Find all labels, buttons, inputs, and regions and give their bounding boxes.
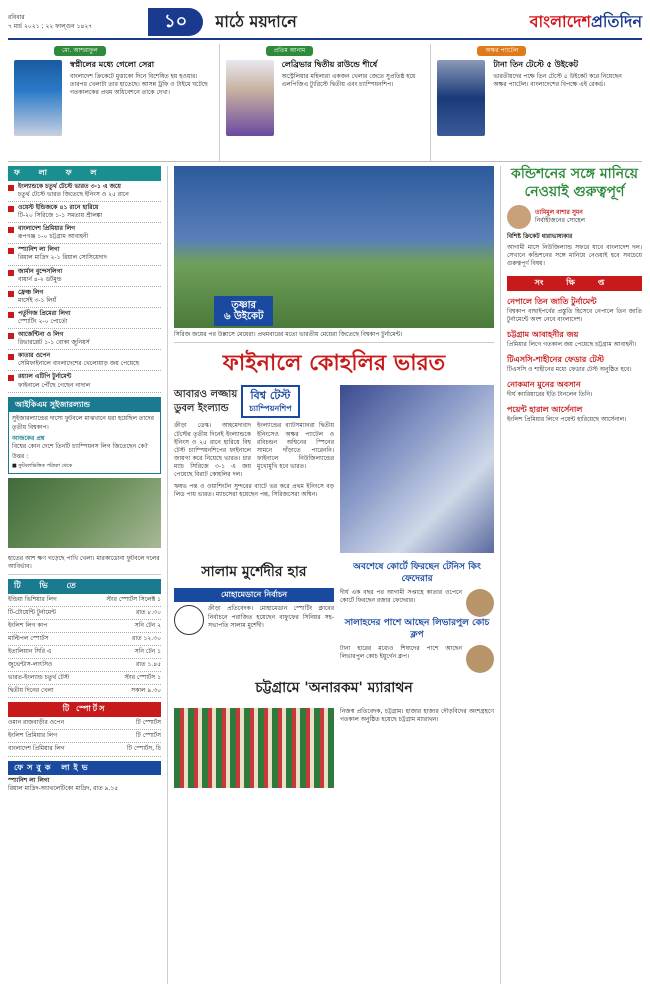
result-title: পর্তুগিজ প্রিমেরা লিগা: [18, 309, 71, 317]
wtc-label: [241, 385, 299, 419]
author-name: তামিমুল বাশার সুমন: [535, 208, 583, 216]
tv-row: [8, 620, 161, 633]
dek-line-2: ডুবল ইংল্যান্ড: [174, 402, 229, 414]
result-item: [8, 350, 161, 371]
sports-row: [8, 717, 161, 730]
author-role: নির্বাহীজনের সোহেল: [535, 217, 585, 224]
quiz-body: সুইজারল্যান্ডের দাসো ফুটবলে মাঝখানে ধরা হয়েছিল তাদের তৃতীয় বিশ্বকাপ।: [12, 415, 154, 431]
result-item: [8, 181, 161, 202]
dateline: [8, 13, 158, 31]
result-item: [8, 371, 161, 392]
brief-item: [507, 297, 642, 324]
tv-event: টি-টোয়েন্টি টুর্নামেন্ট: [8, 608, 56, 616]
result-item: [8, 287, 161, 308]
tv-event: মাল্টিপল স্পোর্টস: [8, 634, 49, 642]
result-line: রিয়াল মাদ্রিদ ২-১ রিয়াল সোসিয়েদাদ: [18, 254, 107, 262]
football-photo: [8, 478, 161, 548]
photo-caption: হাতের আশ ক্ষণ গড়েছে পাখি খেলা। মারকাডোনা ফুটবলে দলের আবির্ভাব।: [8, 552, 161, 575]
result-line: রিভারপ্লেট ১-১ বোকা জুনিয়র্স: [18, 339, 90, 347]
strip-body: অস্ট্রেলিয়ার মহিলারা একজন খেলার জেতে সুপ্রতিষ্ঠ হয়ে এলপিজিএ ট্যুরিস্টে দ্বিতীয় এবং চ্যাম্পিয়নশিপ।: [281, 72, 416, 88]
club-logo: [174, 605, 204, 635]
strip-tag: প্রতিম আনাম: [266, 46, 314, 56]
result-line: চতুর্থ টেস্টে ভারত জিতেছে ইনিংস ও ২৫ রানে: [18, 190, 129, 198]
sports-channel: টি স্পোর্টস: [135, 732, 161, 740]
results-list: [8, 181, 161, 393]
right-column: [500, 166, 642, 984]
brief-headline: চট্টগ্রাম আবাহনীর জয়: [507, 330, 579, 340]
date: ৭ মার্চ ২০২১ ; ২২ ফাল্গুন ১৪২৭: [8, 23, 93, 30]
tv-event: ভারত-ইংল্যান্ড চতুর্থ টেস্ট: [8, 674, 70, 682]
story-col: ইংল্যান্ডের ব্যাটসম্যানরা দ্বিতীয় ইনিংসেও অক্ষর প্যাটেল ও রবিচন্দ্রন অশ্বিনের স্পিনের সামনে দাঁড়াতে পারেননি। ফাইনালে নিউজিল্যান্ডের মুখোমুখি হবে ভারত।: [257, 422, 334, 470]
top-strip: [8, 44, 642, 162]
strip-item: [431, 44, 642, 161]
dek-line-1: আবারও লজ্জায়: [174, 389, 238, 401]
result-title: জার্মান বুন্দেসলিগা: [18, 267, 63, 275]
result-title: আর্জেন্টিনা ও লিগ: [18, 331, 64, 339]
result-title: বাংলাদেশ প্রিমিয়ার লিগ: [18, 225, 76, 233]
result-line: টি-২০ সিরিজে ১-১ সমতায় শ্রীলঙ্কা: [18, 212, 103, 220]
middle-column: [168, 166, 500, 984]
result-title: ওয়েস্ট ইন্ডিজকে ৪১ রানে হারিয়ে: [18, 203, 99, 211]
player-photo: [437, 60, 485, 136]
main-dek: [174, 388, 237, 415]
brief-headline: পয়েন্ট হারাল আর্সেনাল: [507, 404, 583, 414]
salam-body: ক্রীড়া প্রতিবেদক। মোহামেডান স্পোর্টিং ক্লাবের নির্বাচনে পরাজিত হয়েছেন বাফুফের সিনিয়র সহ-সভাপতি সালাম মুর্শেদী।: [208, 605, 334, 629]
strip-item: [220, 44, 432, 161]
sports-header: টি স্পোর্টস: [8, 702, 161, 717]
badge-line-1: তৃষ্ণার: [231, 300, 257, 311]
brief-body: বিশ্বকাপ বাছাইপর্বের প্রস্তুতি হিসেবে নেপালে তিন জাতি টুর্নামেন্টে অংশ নেবে বাংলাদেশ।: [507, 307, 642, 324]
briefs-list: [507, 297, 642, 424]
tv-channel: স্টার স্পোর্টস সিলেক্ট ১: [106, 595, 161, 603]
brief-item: [507, 380, 642, 399]
sports-channel: টি স্পোর্টস, চি: [127, 745, 161, 753]
strip-headline: লেব্রিভার দ্বিতীয় রাউন্ডে শীর্ষে: [281, 60, 378, 70]
quiz-label: আজকের প্রশ্ন: [12, 434, 45, 442]
strip-tag: মো. আশরাফুল: [54, 46, 106, 56]
author-sub: বিশিষ্ট ক্রিকেট ধারাভাষ্যকার: [507, 233, 573, 240]
result-item: [8, 223, 161, 244]
tv-event: ইংলিশ লিগ কাপ: [8, 621, 48, 629]
result-title: ফ্রেঞ্চ লিগ: [18, 288, 44, 296]
column-headline: কন্ডিশনের সঙ্গে মানিয়ে নেওয়াই গুরুত্বপূর্ণ: [511, 166, 638, 200]
federer-body: দীর্ঘ এক বছর পর আগামী সপ্তাহে কাতার ওপেনে কোর্টে ফিরছেন রজার ফেদেরার।: [340, 589, 462, 605]
strip-tag: অক্ষর প্যাটেল: [477, 46, 526, 56]
main-headline: ফাইনালে কোহলির ভারত: [222, 351, 446, 377]
tv-row: [8, 685, 161, 698]
result-item: [8, 266, 161, 287]
brief-headline: নোকমান মুনের অবসান: [507, 379, 581, 389]
tv-row: [8, 672, 161, 685]
sports-event: ওমান রাজবাড়ীর ওপেন: [8, 719, 65, 727]
result-line: সেমিফাইনালে বাংলাদেশের খেলোয়াড় জয় পেয়েছে: [18, 360, 140, 368]
brief-headline: নেপালে তিন জাতি টুর্নামেন্ট: [507, 297, 597, 307]
result-item: [8, 244, 161, 265]
page-body: [8, 166, 642, 984]
wtc-line-2: চ্যাম্পিয়নশিপ: [249, 403, 292, 413]
strip-body: ভারতীয়দের পক্ষে তিন টেস্টে ৫ উইকেট করে নিয়েছেন অক্ষর প্যাটেল। বাংলাদেশের বিপক্ষে এই রেকর্ড।: [493, 72, 622, 88]
strip-headline: টানা তিন টেস্টে ৫ উইকেট: [493, 60, 579, 70]
tv-row: [8, 607, 161, 620]
bullet-icon: [8, 354, 14, 360]
trophy-photo: [340, 385, 494, 553]
badge-line-2: ৬ উইকেট: [224, 311, 264, 322]
tv-event: জুভেন্টাস-লাৎসিও: [8, 661, 53, 669]
klopp-headline: সালাহদের পাশে আছেন লিভারপুল কোচ ক্লপ: [344, 618, 490, 641]
masthead: [8, 6, 642, 40]
klopp-photo: [466, 645, 494, 673]
wtc-line-1: বিশ্ব টেস্ট: [250, 388, 291, 402]
section-title: মাঠে ময়দানে: [215, 12, 297, 32]
briefs-header: সং ক্ষি প্ত: [507, 276, 642, 291]
tv-row: [8, 646, 161, 659]
tv-row: [8, 659, 161, 672]
day: রবিবার: [8, 14, 25, 21]
quiz-answer-label: উত্তর :: [12, 452, 29, 460]
fb-title: স্প্যানিশ লা লিগা: [8, 777, 50, 785]
result-title: স্প্যানিশ লা লিগা: [18, 246, 60, 254]
bullet-icon: [8, 333, 14, 339]
result-title: রয়্যাল এটিপি টুর্নামেন্ট: [18, 373, 72, 381]
story-col: ঋষভ পন্ত ও ওয়াশিংটন সুন্দরের ব্যাটে ভর করে প্রথম ইনিংসে বড় লিড পায় ভারত। ম্যাচসেরা হয়েছেন পন্ত, সিরিজসেরা অশ্বিন।: [174, 483, 334, 499]
left-column: [8, 166, 168, 984]
tv-channel: রাত ১.৪৫: [135, 661, 161, 669]
sports-channel: টি স্পোর্টস: [135, 719, 161, 727]
tv-channel: সকাল ৯.৩০: [131, 687, 161, 695]
bullet-icon: [8, 291, 14, 297]
brief-body: ইংলিশ প্রিমিয়ার লিগে পয়েন্ট হারিয়েছে আর্সেনাল।: [507, 415, 627, 423]
quiz-question: বিশ্বের কোন দেশে তিনটি চ্যাম্পিয়নস লিগ জিতেছেন কে?: [12, 442, 148, 450]
player-photo: [226, 60, 274, 136]
quiz-box: [8, 397, 161, 474]
bullet-icon: [8, 375, 14, 381]
author-avatar: [507, 205, 531, 229]
strip-body: বাংলাদেশ ক্রিকেটে মুত্তাকো দিনে বিশেষিত হয় হওয়ার। তারপর খেলাটা তার হাতেছে। আসন্ন ট্রফি ও টাইমে ঘটেছে গতকালকের প্রথম অধিবেশনে তাকে দেখা।: [70, 72, 208, 97]
results-header: ফ লা ফ ল: [8, 166, 161, 181]
tv-row: [8, 633, 161, 646]
federer-photo: [466, 589, 494, 617]
quiz-header: আইকিএম সুইজারল্যান্ড: [9, 398, 160, 413]
bullet-icon: [8, 206, 14, 212]
federer-headline: অবশেষে কোর্টে ফিরছেন টেনিস কিং ফেদেরার: [353, 561, 481, 584]
brief-item: [507, 355, 642, 374]
marathon-body: নিজস্ব প্রতিবেদক, চট্টগ্রাম। হাজার হাজার দৌড়বিদের অংশগ্রহণে গতকাল অনুষ্ঠিত হয়েছে চট্টগ্রাম ম্যারাথন।: [340, 708, 494, 724]
page-number: ১০: [148, 8, 203, 36]
result-title: কাতার ওপেন: [18, 352, 51, 360]
column-body: আগামী মাসে নিউজিল্যান্ড সফরে যাবে বাংলাদেশ দল। সেখানে কন্ডিশনের সঙ্গে মানিয়ে নেওয়াই হবে সবচেয়ে গুরুত্বপূর্ণ বিষয়।: [507, 244, 642, 268]
bullet-icon: [8, 227, 14, 233]
bullet-icon: [8, 270, 14, 276]
tv-list: [8, 594, 161, 699]
tv-channel: রাত ৮.৩০: [135, 608, 161, 616]
brand-part-2: প্রতিদিন: [590, 12, 642, 32]
tv-channel: রাত ১২.৩০: [132, 634, 161, 642]
sports-list: [8, 717, 161, 756]
tv-event: দ্বিতীয় দিনের খেলা: [8, 687, 54, 695]
result-line: রূপগঞ্জ ১-০ চট্টগ্রাম আবাহনী: [18, 233, 89, 241]
tv-header: টি ভি তে: [8, 579, 161, 594]
sports-row: [8, 730, 161, 743]
sports-row: [8, 743, 161, 756]
tv-channel: সনি টেন ২: [134, 621, 161, 629]
hero-photo: [174, 166, 494, 328]
brief-item: [507, 330, 642, 349]
marathon-headline: চট্টগ্রামে 'অনারকম' ম্যারাথন: [255, 680, 413, 697]
tv-channel: সনি টেন ১: [134, 648, 161, 656]
fb-header: ফেসবুক লাইভ: [8, 761, 161, 776]
result-line: বায়ার্ন ৪-২ ডর্টমুন্ড: [18, 275, 62, 283]
brief-headline: টিএসসি-শাহীনের ফেডার টেস্ট: [507, 355, 604, 365]
strip-item: [8, 44, 220, 161]
bullet-icon: [8, 185, 14, 191]
result-title: ইংল্যান্ডকে চতুর্থ টেস্টে ভারত ৩-১ এ জয়ে: [18, 182, 121, 190]
bullet-icon: [8, 312, 14, 318]
fb-body: রিয়াল মাদ্রিদ-অ্যাথলেটিকো মাদ্রিদ, রাত ৯.১৫: [8, 785, 119, 793]
hero-badge: [214, 296, 273, 326]
strip-headline: স্বপ্নীলের মধ্যে গেলো সেরা: [70, 60, 155, 70]
marathon-photo: [174, 708, 334, 788]
brief-body: প্রিমিয়ার লিগে গতকাল জয় পেয়েছে চট্টগ্রাম আবাহনী।: [507, 340, 637, 348]
tv-row: [8, 594, 161, 607]
player-photo: [14, 60, 62, 136]
brief-body: দীর্ঘ ক্যারিয়ারের ইতি টানলেন তিনি।: [507, 390, 593, 398]
klopp-body: টানা হারের মধ্যেও শিষ্যদের পাশে আছেন লিভারপুল কোচ ইয়ুর্গেন ক্লপ।: [340, 645, 462, 661]
result-item: [8, 308, 161, 329]
hero-caption: সিরিজ জয়ের পর উল্লাসে মেয়েরা। প্রথমবারের মতো ভারতীয় মেয়েরা জিতেছে বিশ্বকাপ টুর্নামেন্ট।: [174, 328, 494, 343]
bullet-icon: [8, 248, 14, 254]
result-line: স্পোর্টিং ২-০ পোর্তো: [18, 318, 68, 326]
author-block: [507, 205, 642, 229]
result-line: ফাইনালে পৌঁছে গেছেন নাদাল: [18, 381, 91, 389]
mohammedan-label: মোহামেডানে নির্বাচন: [174, 588, 334, 603]
result-item: [8, 329, 161, 350]
story-col: ক্রীড়া ডেস্ক। আহমেদাবাদ টেস্টের তৃতীয় দিনেই ইংল্যান্ডকে ইনিংস ও ২৫ রানে হারিয়ে বিশ্ব টেস্ট চ্যাম্পিয়নশিপের ফাইনালে জায়গা করে নিয়েছে ভারত। চার ম্যাচ সিরিজে ৩-১ এ জয় পেয়েছে বিরাট কোহলির দল।: [174, 422, 251, 478]
salam-headline: সালাম মুর্শেদীর হার: [201, 563, 307, 580]
result-item: [8, 202, 161, 223]
brand-logo: [530, 11, 642, 33]
result-line: মার্সেই ৩-১ লিয়ঁ: [18, 296, 57, 304]
brief-item: [507, 405, 642, 424]
brief-body: টিএসসি ও শাহীনের মধ্যে ফেডার টেস্ট অনুষ্ঠিত হবে।: [507, 365, 632, 373]
tv-event: ইতালিয়ান সিরি এ: [8, 648, 52, 656]
tv-event: ইন্ডিয়া ভিশিয়ার লিগ: [8, 595, 57, 603]
quiz-source: ■ ফুটবলভিত্তিক পত্রিকা থেকে: [12, 462, 73, 469]
tv-channel: স্টার স্পোর্টস ১: [124, 674, 161, 682]
brand-part-1: বাংলাদেশ: [529, 12, 591, 32]
sports-event: ইংলিশ প্রিমিয়ার লিগ: [8, 732, 58, 740]
sports-event: বাংলাদেশ প্রিমিয়ার লিগ: [8, 745, 65, 753]
